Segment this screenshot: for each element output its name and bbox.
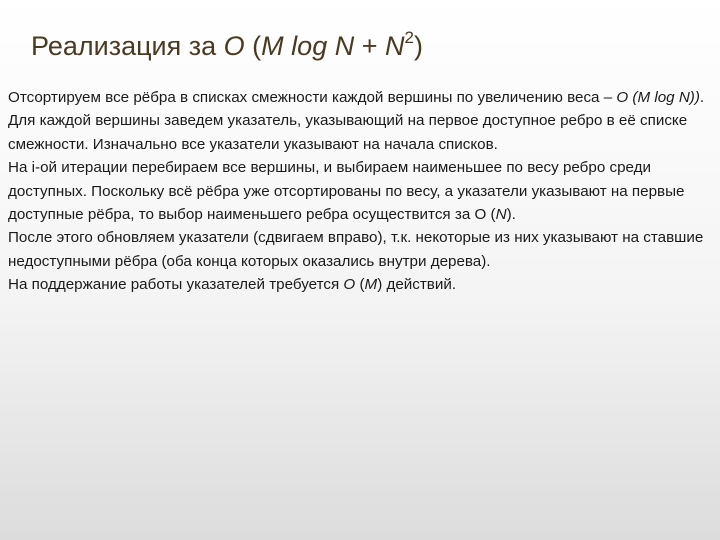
title-formula-n-squared: N bbox=[385, 31, 405, 61]
title-formula-close: ) bbox=[413, 31, 423, 61]
title-formula-exponent: 2 bbox=[404, 28, 414, 47]
paragraph-sort-edges-end: . bbox=[699, 89, 705, 106]
slide-body bbox=[8, 86, 708, 297]
paragraph-sort-edges bbox=[8, 86, 708, 109]
maintenance-formula-o: O bbox=[343, 276, 356, 294]
title-formula-open: ( bbox=[244, 31, 262, 61]
maintenance-formula-open: ( bbox=[355, 276, 365, 294]
paragraph-maintenance bbox=[8, 273, 708, 296]
title-formula-log: log bbox=[283, 31, 335, 61]
paragraph-maintenance-end: ) действий. bbox=[377, 276, 457, 294]
title-formula-m: M bbox=[261, 31, 284, 61]
title-formula-plus: + bbox=[354, 31, 385, 61]
paragraph-iteration-end: ). bbox=[506, 206, 516, 224]
paragraph-update-pointers: После этого обновляем указатели (сдвигаем вправо), т.к. некоторые из них указывают на ставшие недоступными рёбра (оба конца которых оказались внутри дерева). bbox=[8, 229, 704, 270]
title-formula-n: N bbox=[334, 31, 355, 61]
maintenance-formula-m: M bbox=[364, 276, 378, 294]
paragraph-maintenance-text: На поддержание работы указателей требуется bbox=[8, 276, 344, 294]
sort-complexity-formula: O (M log N)) bbox=[616, 89, 700, 106]
paragraph-sort-edges-text: Отсортируем все рёбра в списках смежности каждой вершины по увеличению веса – bbox=[8, 89, 617, 106]
paragraph-iteration bbox=[8, 156, 708, 226]
paragraph-pointers: Для каждой вершины заведем указатель, указывающий на первое доступное ребро в её списке смежности. Изначально все указатели указывают на начала списков. bbox=[8, 112, 688, 153]
slide-title bbox=[31, 26, 423, 66]
iteration-complexity-var: N bbox=[495, 206, 507, 224]
title-formula-o: O bbox=[223, 31, 245, 61]
title-prefix: Реализация за bbox=[31, 31, 224, 61]
paragraph-iteration-text: На i-ой итерации перебираем все вершины, и выбираем наименьшее по весу ребро среди доступных. Поскольку всё рёбра уже отсортированы по весу, а указатели указывают на первые доступные рёбра, то выбор наименьшего ребра осуществится за O ( bbox=[8, 159, 685, 224]
